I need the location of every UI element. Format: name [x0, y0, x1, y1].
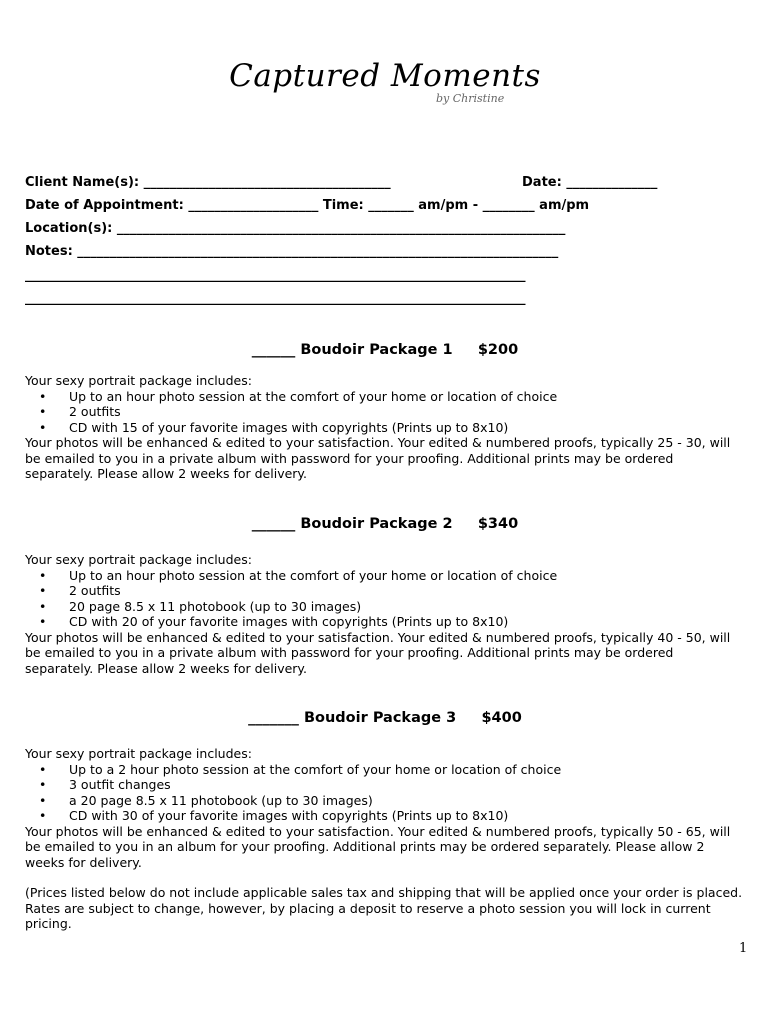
list-item: • 2 outfits — [25, 404, 745, 420]
client-name-field: Client Name(s): ______________________________________ — [25, 175, 391, 190]
package-3-body — [25, 746, 745, 870]
list-item: • 2 outfits — [25, 583, 745, 599]
list-item: • Up to an hour photo session at the comfort of your home or location of choice — [25, 568, 745, 584]
package-items — [25, 762, 745, 824]
package-2-title: ______ Boudoir Package 2 $340 — [251, 516, 519, 532]
package-intro: Your sexy portrait package includes: — [25, 373, 252, 388]
package-note: Your photos will be enhanced & edited to your satisfaction. Your edited & numbered proofs, typically 50 - 65, will be emailed to you in an album for your proofing. Additional prints may be ordered separately. Please allow 2 weeks for delivery. — [25, 823, 731, 870]
list-item: • Up to an hour photo session at the comfort of your home or location of choice — [25, 389, 745, 405]
package-items — [25, 389, 745, 436]
list-item: • a 20 page 8.5 x 11 photobook (up to 30 images) — [25, 793, 745, 809]
notes-line-1: _____________________________________________________________________________ — [25, 268, 526, 283]
package-intro: Your sexy portrait package includes: — [25, 552, 252, 567]
list-item: • 20 page 8.5 x 11 photobook (up to 30 images) — [25, 599, 745, 615]
package-3-title: _______ Boudoir Package 3 $400 — [248, 710, 522, 726]
package-note: Your photos will be enhanced & edited to your satisfaction. Your edited & numbered proofs, typically 25 - 30, will be emailed to you in a private album with password for your proofing. Additional prints may be ordered separately. Please allow 2 weeks for delivery. — [25, 435, 731, 481]
date-field: Date: ______________ — [522, 175, 658, 190]
list-item: • CD with 20 of your favorite images with copyrights (Prints up to 8x10) — [25, 614, 745, 630]
package-2-body — [25, 552, 745, 676]
package-items — [25, 568, 745, 630]
notes-field: Notes: __________________________________________________________________________ — [25, 244, 559, 259]
logo-subtitle: by Christine — [436, 92, 505, 105]
logo — [0, 58, 770, 94]
logo-title: Captured Moments — [229, 58, 541, 94]
package-intro: Your sexy portrait package includes: — [25, 746, 252, 761]
package-1-body — [25, 373, 745, 482]
notes-line-2: _____________________________________________________________________________ — [25, 291, 526, 306]
list-item: • CD with 15 of your favorite images with copyrights (Prints up to 8x10) — [25, 420, 745, 436]
location-field: Location(s): _____________________________________________________________________ — [25, 221, 566, 236]
disclaimer: (Prices listed below do not include applicable sales tax and shipping that will be applied once your order is placed. Rates are subject to change, however, by placing a deposit to reserve a photo session you will lock in current pricing. — [25, 885, 743, 931]
list-item: • Up to a 2 hour photo session at the comfort of your home or location of choice — [25, 762, 745, 778]
package-1-title: ______ Boudoir Package 1 $200 — [251, 342, 519, 358]
appointment-field: Date of Appointment: ____________________ Time: _______ am/pm - ________ am/pm — [25, 198, 590, 213]
list-item: • 3 outfit changes — [25, 777, 745, 793]
list-item: • CD with 30 of your favorite images with copyrights (Prints up to 8x10) — [25, 808, 745, 824]
package-note: Your photos will be enhanced & edited to your satisfaction. Your edited & numbered proofs, typically 40 - 50, will be emailed to you in a private album with password for your proofing. Additional prints may be ordered separately. Please allow 2 weeks for delivery. — [25, 629, 731, 676]
page-number: 1 — [739, 941, 748, 956]
